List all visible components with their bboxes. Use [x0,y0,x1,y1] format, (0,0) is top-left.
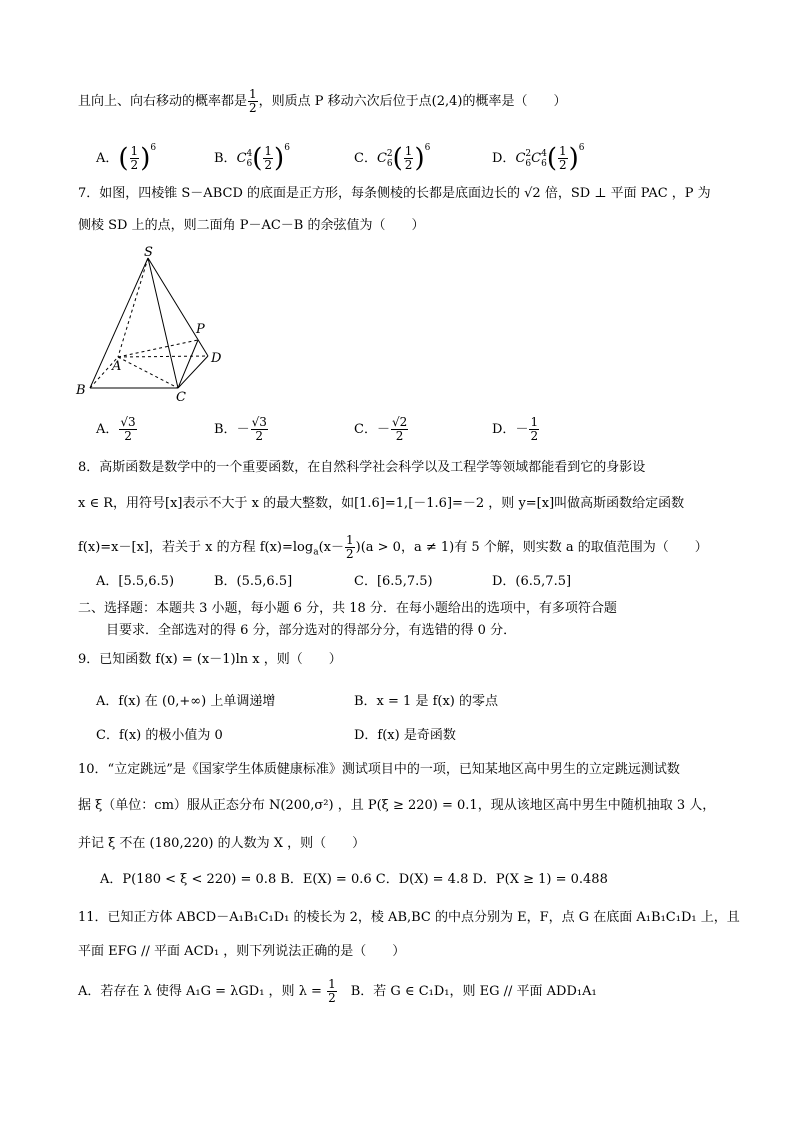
label-C: C [176,390,186,404]
q6-fraction: $\frac{1}{2}$ [249,87,257,115]
q8-option-d[interactable]: D．(6.5,7.5] [492,574,572,589]
q10-stem-line3: 并记 ξ 不在 (180,220) 的人数为 X ，则（ ） [78,836,366,851]
q7-option-b[interactable]: B．－ $\frac{√3}{2}$ [214,415,267,443]
q8-option-c[interactable]: C．[6.5,7.5) [354,574,433,589]
q8-option-a[interactable]: A．[5.5,6.5) [96,574,175,589]
label-P: P [196,322,205,337]
q6-option-b[interactable]: B．C 4 6 ( $\frac{1}{2}$ )$^6$ [214,143,290,174]
edge-CD [178,356,208,388]
q9-stem: 9．已知函数 f(x) = (x－1)ln x ，则（ ） [78,652,342,667]
q9-option-a[interactable]: A．f(x) 在 (0,+∞) 上单调递增 [96,694,276,709]
section-2-heading-line2: 目要求．全部选对的得 6 分，部分选对的得部分分，有选错的得 0 分． [106,623,517,638]
label-B: B [76,383,86,398]
q8-option-b[interactable]: B．(5.5,6.5] [214,574,293,589]
q7-stem-line1: 7．如图，四棱锥 S－ABCD 的底面是正方形，每条侧棱的长都是底面边长的 √2 倍，SD ⊥ 平面 PAC ，P 为 [78,186,711,201]
q6-option-c[interactable]: C．C 2 6 ( $\frac{1}{2}$ )$^6$ [354,143,431,174]
q11-options-ab[interactable]: A．若存在 λ 使得 A₁G = λGD₁ ，则 λ = $\frac{1}{2}$ B．若 G ∈ C₁D₁，则 EG // 平面 ADD₁A₁ [78,977,597,1005]
q9-option-b[interactable]: B．x = 1 是 f(x) 的零点 [354,694,498,709]
q6-stem: 且向上、向右移动的概率都是 $\frac{1}{2}$ ，则质点 P 移动六次后位于点(2,4)的概率是（ ） [78,87,567,115]
q9-option-d[interactable]: D．f(x) 是奇函数 [354,728,456,743]
q7-option-d[interactable]: D．－ $\frac{1}{2}$ [492,415,539,443]
section-2-heading-line1: 二、选择题：本题共 3 小题，每小题 6 分，共 18 分．在每小题给出的选项中，有多项符合题 [78,601,617,616]
edge-SD [148,258,208,356]
q11-stem-line2: 平面 EFG // 平面 ACD₁ ，则下列说法正确的是（ ） [78,944,406,959]
edge-SC [148,258,178,388]
label-S: S [144,245,153,260]
q7-option-c[interactable]: C．－ $\frac{√2}{2}$ [354,415,408,443]
edge-CP [178,340,198,388]
q8-stem-line1: 8．高斯函数是数学中的一个重要函数，在自然科学社会科学以及工程学等领域都能看到它的身影设 [78,460,646,475]
q7-stem-line2: 侧棱 SD 上的点，则二面角 P－AC－B 的余弦值为（ ） [78,218,425,233]
edge-AD-hidden [118,356,208,357]
edge-SA-hidden [118,258,148,357]
label-D: D [211,351,222,366]
edge-AC-hidden [118,357,178,388]
q6-option-d[interactable]: D．C 2 6 C 4 6 ( $\frac{1}{2}$ )$^6$ [492,143,585,174]
q8-stem-line3: f(x)=x－[x]，若关于 x 的方程 $f(x)=\log_a(x-$ $\frac{1}{2}$ )(a > 0，a ≠ 1)有 5 个解，则实数 a 的取值范围为（ ） [78,533,708,561]
q10-options[interactable]: A．P(180 < ξ < 220) = 0.8 B．E(X) = 0.6 C．D(X) = 4.8 D．P(X ≥ 1) = 0.488 [100,872,608,887]
q10-stem-line1: 10．“立定跳远”是《国家学生体质健康标准》测试项目中的一项，已知某地区高中男生的立定跳远测试数 [78,762,680,777]
edge-AP-hidden [118,340,198,357]
label-A: A [112,359,122,374]
q9-option-c[interactable]: C．f(x) 的极小值为 0 [96,728,223,743]
q7-pyramid-figure [70,244,240,404]
q8-stem-line2: x ∈ R，用符号[x]表示不大于 x 的最大整数，如[1.6]=1,[－1.6]=－2 ，则 y=[x]叫做高斯函数给定函数 [78,496,685,511]
q6-option-a[interactable]: A．( $\frac{1}{2}$ )$^6$ [96,143,157,174]
q11-stem-line1: 11．已知正方体 ABCD－A₁B₁C₁D₁ 的棱长为 2，棱 AB,BC 的中点分别为 E，F，点 G 在底面 A₁B₁C₁D₁ 上，且 [78,910,740,925]
q7-option-a[interactable]: A． $\frac{√3}{2}$ [96,415,136,443]
q10-stem-line2: 据 ξ（单位：cm）服从正态分布 N(200,σ²) ，且 P(ξ ≥ 220) = 0.1，现从该地区高中男生中随机抽取 3 人， [78,798,716,813]
